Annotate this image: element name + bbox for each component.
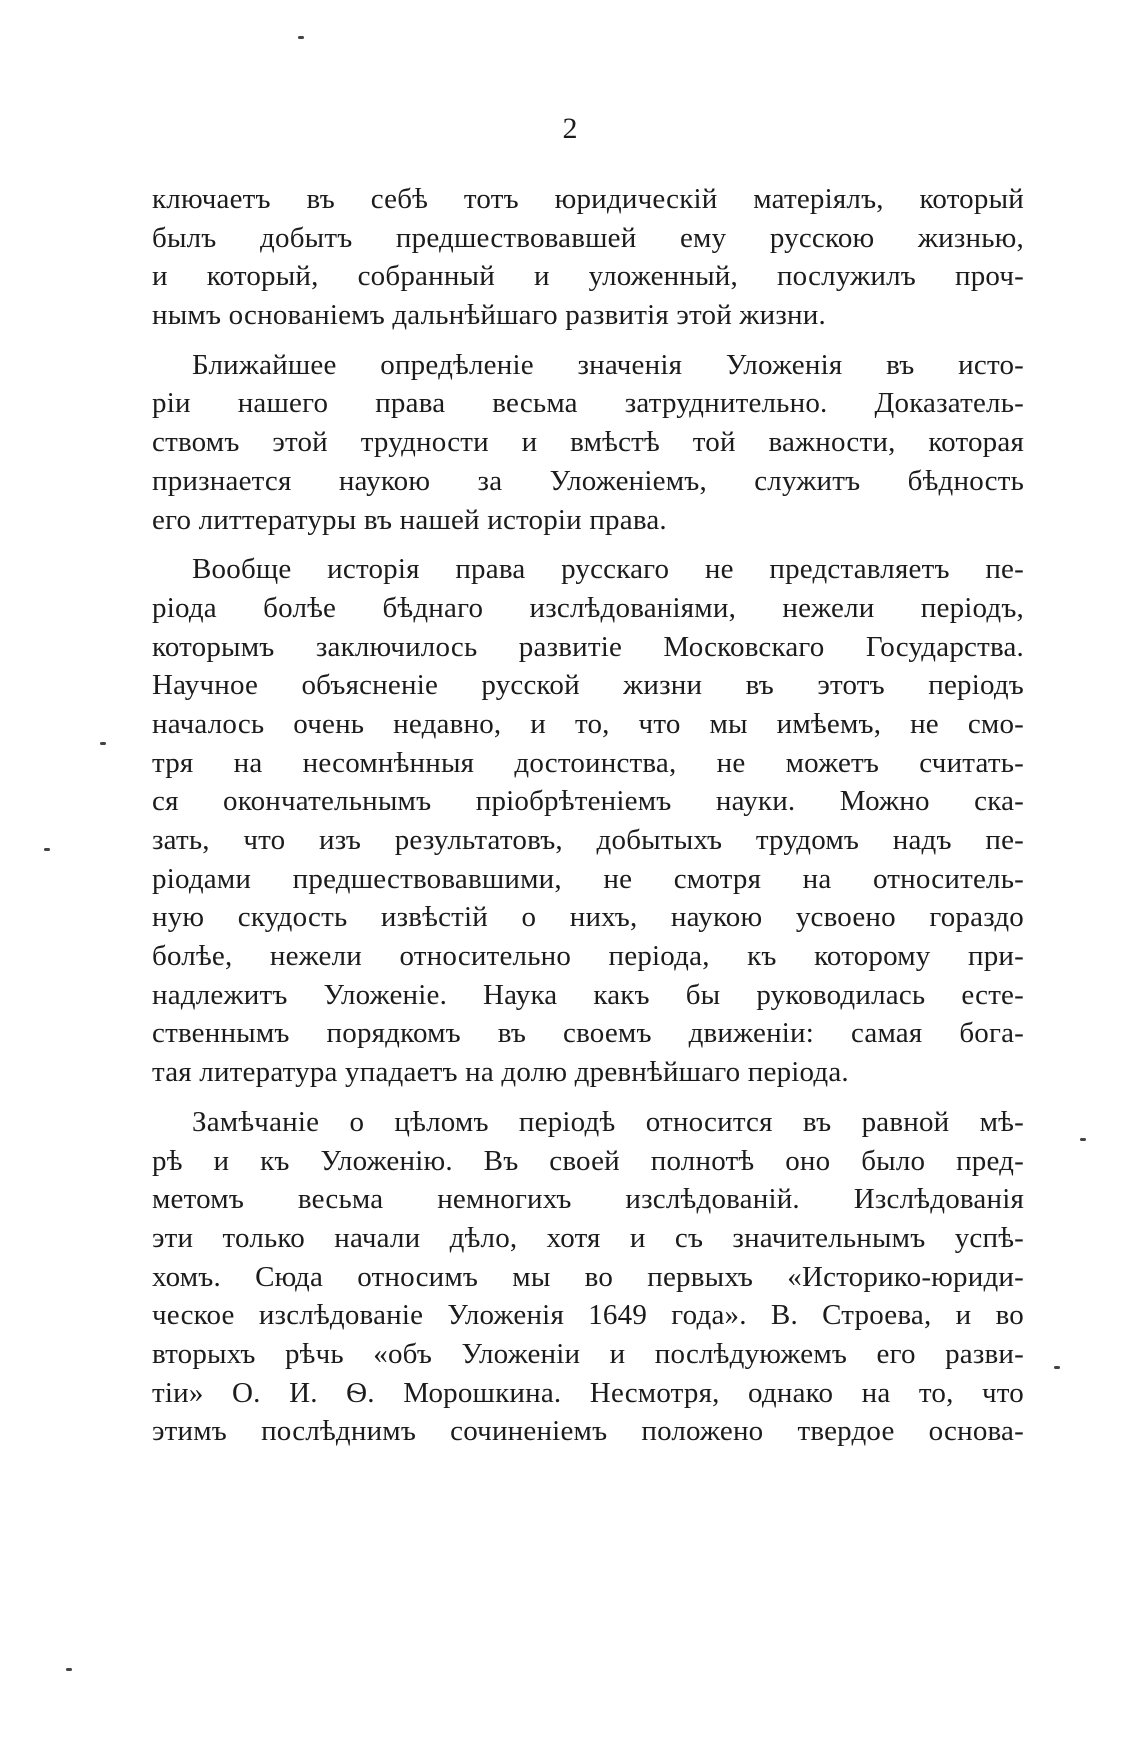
text-line: вторыхъ рѣчь «объ Уложеніи и послѣдуюжемъ его разви- xyxy=(152,1337,1024,1370)
paragraph xyxy=(152,1103,1024,1451)
text-line: тая литература упадаетъ на долю древнѣйшаго періода. xyxy=(152,1056,849,1089)
text-line: Вообще исторія права русскаго не представляетъ пе- xyxy=(192,553,1024,586)
text-line: болѣе, нежели относительно періода, къ которому при- xyxy=(152,940,1024,973)
text-line: его литтературы въ нашей исторіи права. xyxy=(152,503,667,536)
text-line: нымъ основаніемъ дальнѣйшаго развитія этой жизни. xyxy=(152,299,826,332)
text-line: признается наукою за Уложеніемъ, служитъ бѣдность xyxy=(152,464,1024,497)
text-line: началось очень недавно, и то, что мы имѣемъ, не смо- xyxy=(152,707,1024,740)
text-line: ріодами предшествовавшими, не смотря на относитель- xyxy=(152,862,1024,895)
scan-speck xyxy=(100,742,106,745)
text-line: ственнымъ порядкомъ въ своемъ движеніи: самая бога- xyxy=(152,1017,1024,1050)
text-line: тря на несомнѣнныя достоинства, не можетъ считать- xyxy=(152,746,1024,779)
text-line: эти только начали дѣло, хотя и съ значительнымъ успѣ- xyxy=(152,1221,1024,1254)
scan-speck xyxy=(44,848,50,851)
text-line: хомъ. Сюда относимъ мы во первыхъ «Историко-юриди- xyxy=(152,1260,1024,1293)
text-line: ріода болѣе бѣднаго изслѣдованіями, нежели періодъ, xyxy=(152,591,1024,624)
scan-speck xyxy=(66,1668,72,1671)
scan-speck xyxy=(298,36,304,39)
scan-speck xyxy=(1054,1366,1060,1369)
text-line: ствомъ этой трудности и вмѣстѣ той важности, которая xyxy=(152,426,1024,459)
text-line: Замѣчаніе о цѣломъ періодѣ относится въ равной мѣ- xyxy=(192,1105,1024,1138)
text-line: былъ добытъ предшествовавшей ему русскою жизнью, xyxy=(152,221,1024,254)
text-line: которымъ заключилось развитіе Московскаго Государства. xyxy=(152,630,1024,663)
text-line: ріи нашего права весьма затруднительно. Доказатель- xyxy=(152,387,1024,420)
text-line: рѣ и къ Уложенію. Въ своей полнотѣ оно было пред- xyxy=(152,1144,1024,1177)
text-line: и который, собранный и уложенный, послужилъ проч- xyxy=(152,260,1024,293)
paragraph xyxy=(152,550,1024,1092)
text-line: надлежитъ Уложеніе. Наука какъ бы руководилась есте- xyxy=(152,978,1024,1011)
text-line: ся окончательнымъ пріобрѣтеніемъ науки. Можно ска- xyxy=(152,785,1024,818)
paragraph xyxy=(152,346,1024,539)
text-line: ческое изслѣдованіе Уложенія 1649 года». В. Строева, и во xyxy=(152,1299,1024,1332)
text-line: Научное объясненіе русской жизни въ этотъ періодъ xyxy=(152,669,1024,702)
text-line: тіи» О. И. Ѳ. Морошкина. Несмотря, однако на то, что xyxy=(152,1376,1024,1409)
scan-speck xyxy=(1080,1138,1086,1141)
text-line: зать, что изъ результатовъ, добытыхъ трудомъ надъ пе- xyxy=(152,824,1024,856)
page-number: 2 xyxy=(562,112,578,145)
text-line: Ближайшее опредѣленіе значенія Уложенія въ исто- xyxy=(192,348,1024,381)
text-line: метомъ весьма немногихъ изслѣдованій. Изслѣдованія xyxy=(152,1183,1024,1216)
text-body xyxy=(152,180,1024,1462)
text-line: этимъ послѣднимъ сочиненіемъ положено твердое основа- xyxy=(152,1415,1024,1448)
text-line: ключаетъ въ себѣ тотъ юридическій матеріялъ, который xyxy=(152,183,1024,215)
paragraph xyxy=(152,180,1024,335)
text-line: ную скудость извѣстій о нихъ, наукою усвоено гораздо xyxy=(152,901,1024,934)
